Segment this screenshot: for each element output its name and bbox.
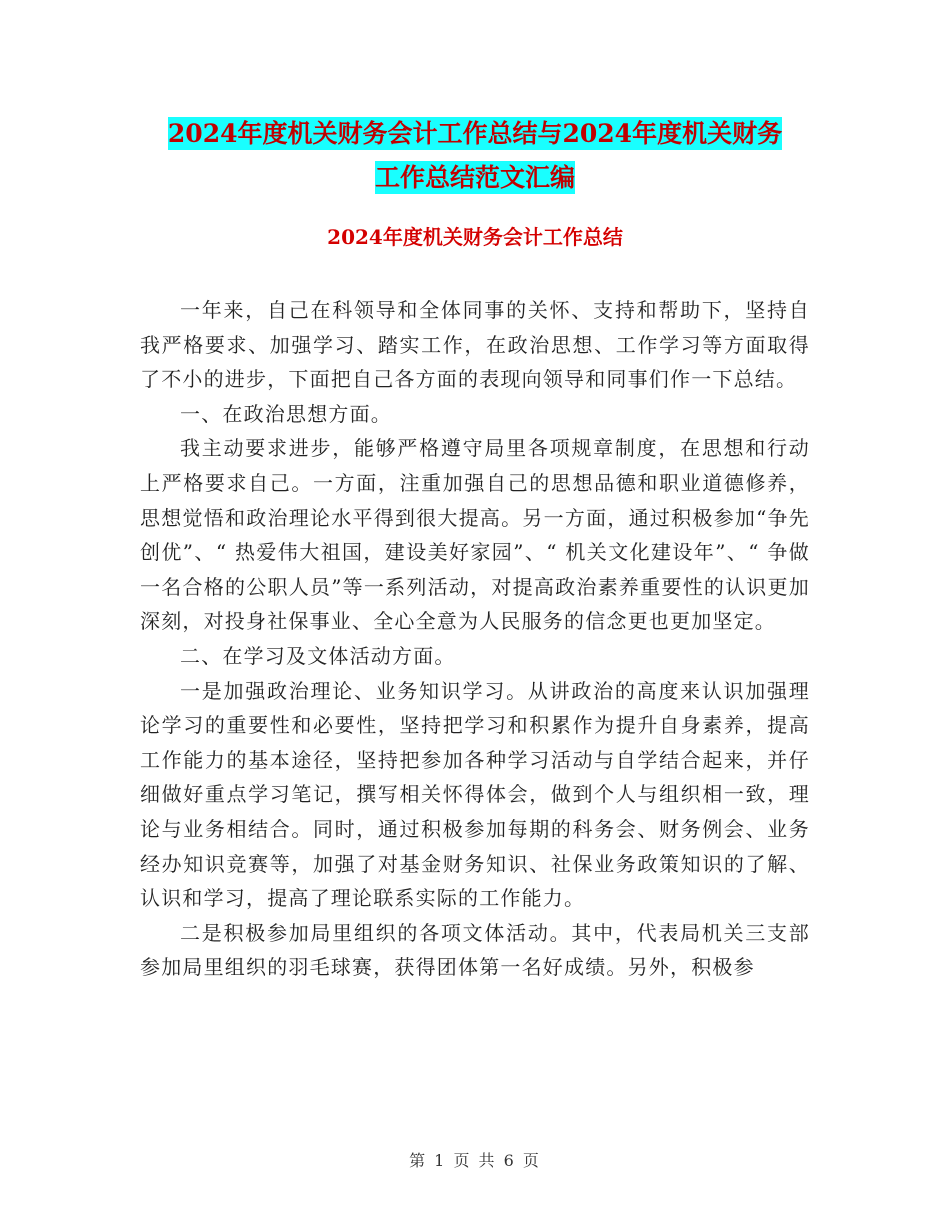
document-body — [140, 293, 810, 985]
section-subtitle: 2024年度机关财务会计工作总结 — [327, 225, 623, 249]
paragraph-study-1: 一是加强政治理论、业务知识学习。从讲政治的高度来认识加强理论学习的重要性和必要性，坚持把学习和积累作为提升自身素养，提高工作能力的基本途径，坚持把参加各种学习活动与自学结合起来，并仔细做好重点学习笔记，撰写相关怀得体会，做到个人与组织相一致，理论与业务相结合。同时，通过积极参加每期的科务会、财务例会、业务经办知识竞赛等，加强了对基金财务知识、社保业务政策知识的了解、认识和学习，提高了理论联系实际的工作能力。 — [140, 678, 810, 911]
heading-politics: 一、在政治思想方面。 — [180, 401, 392, 426]
paragraph-study-2: 二是积极参加局里组织的各项文体活动。其中，代表局机关三支部参加局里组织的羽毛球赛，获得团体第一名好成绩。另外，积极参 — [140, 920, 810, 980]
paragraph-politics: 我主动要求进步，能够严格遵守局里各项规章制度，在思想和行动上严格要求自己。一方面，注重加强自己的思想品德和职业道德修养，思想觉悟和政治理论水平得到很大提高。另一方面，通过积极参加“争先创优”、“ 热爱伟大祖国，建设美好家园”、“ 机关文化建设年”、“ 争做一名合格的公职人员”等一系列活动，对提高政治素养重要性的认识更加深刻，对投身社保事业、全心全意为人民服务的信念更也更加坚定。 — [140, 436, 810, 634]
heading-study: 二、在学习及文体活动方面。 — [180, 643, 456, 668]
title-line-1: 2024年度机关财务会计工作总结与2024年度机关财务 — [167, 119, 783, 148]
paragraph-intro: 一年来，自己在科领导和全体同事的关怀、支持和帮助下，坚持自我严格要求、加强学习、踏实工作，在政治思想、工作学习等方面取得了不小的进步，下面把自己各方面的表现向领导和同事们作一下总结。 — [140, 298, 810, 392]
title-line-2: 工作总结范文汇编 — [374, 163, 575, 192]
document-title — [140, 112, 810, 200]
page-number: 第 1 页 共 6 页 — [409, 1151, 541, 1170]
